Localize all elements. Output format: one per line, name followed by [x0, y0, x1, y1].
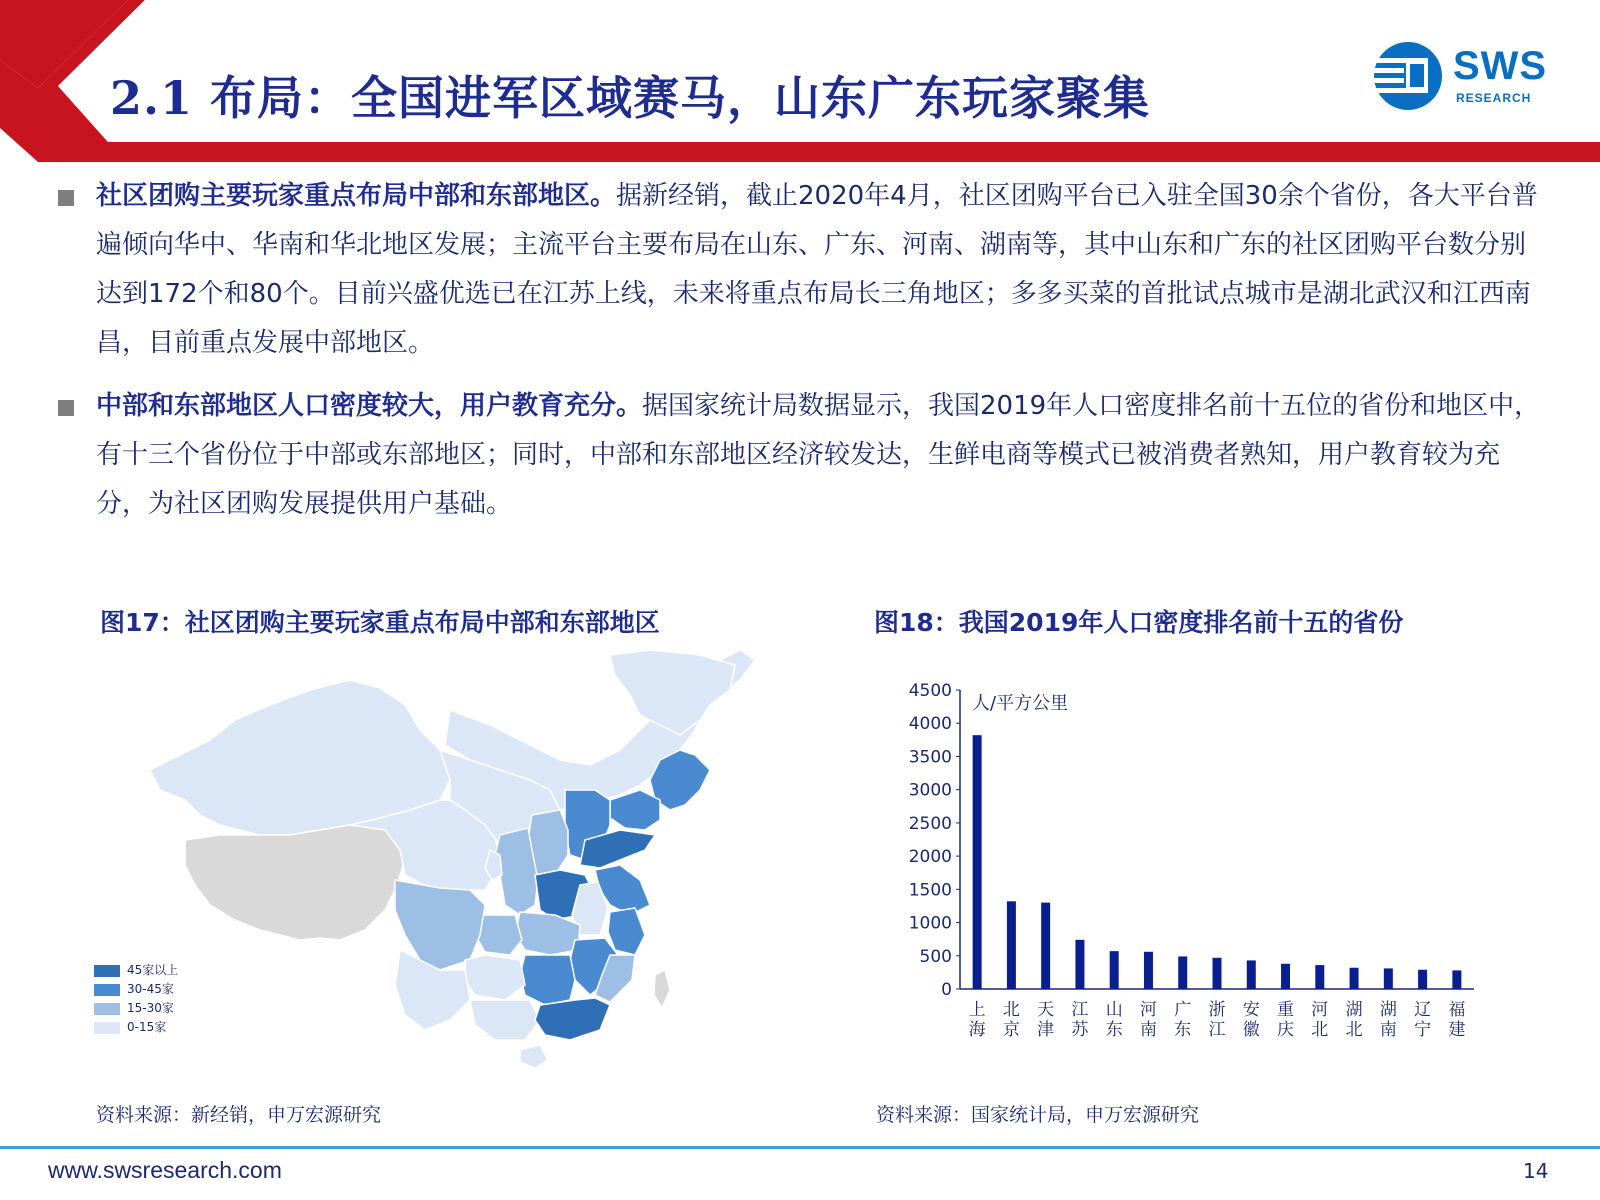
bullet-1 [96, 172, 1546, 368]
x-tick-char: 浙 [1208, 1000, 1226, 1020]
bar-河北 [1315, 965, 1324, 989]
figure17-source: 资料来源：新经销，申万宏源研究 [96, 1104, 382, 1126]
y-tick-label: 1500 [908, 880, 952, 901]
x-tick-char: 江 [1208, 1020, 1226, 1040]
x-tick-char: 东 [1105, 1020, 1123, 1040]
map-region-guangdong [535, 998, 610, 1040]
map-region-guizhou [465, 955, 525, 1000]
x-tick-char: 河 [1139, 1000, 1157, 1020]
bar-广东 [1178, 956, 1187, 989]
x-tick-char: 海 [968, 1020, 986, 1040]
bullet-square-icon [58, 400, 74, 416]
x-tick-char: 山 [1105, 1000, 1123, 1020]
x-tick-char: 河 [1311, 1000, 1329, 1020]
y-tick-label: 0 [941, 980, 952, 1000]
x-tick-char: 建 [1448, 1020, 1466, 1040]
x-tick-label [1140, 1000, 1157, 1040]
x-tick-char: 天 [1037, 1000, 1055, 1020]
x-tick-char: 津 [1037, 1020, 1055, 1040]
legend-item-1 [94, 961, 178, 979]
page-number: 14 [1523, 1159, 1549, 1183]
y-tick-label: 1000 [908, 913, 952, 934]
x-tick-char: 北 [1311, 1020, 1329, 1040]
x-tick-label [1380, 1000, 1397, 1040]
sws-globe-icon [1370, 38, 1450, 118]
y-axis-label: 人/平方公里 [972, 693, 1069, 714]
logo-subtext: RESEARCH [1456, 91, 1532, 105]
footer-divider [0, 1146, 1600, 1149]
x-tick-char: 辽 [1414, 1000, 1432, 1020]
map-region-hainan [520, 1045, 548, 1068]
x-tick-char: 东 [1174, 1020, 1192, 1040]
bar-福建 [1452, 970, 1461, 989]
bar-辽宁 [1418, 970, 1427, 989]
legend-swatch [94, 984, 120, 996]
bar-重庆 [1281, 964, 1290, 989]
figure18-title: 图18：我国2019年人口密度排名前十五的省份 [874, 608, 1404, 637]
figure18-source: 资料来源：国家统计局，申万宏源研究 [876, 1104, 1200, 1126]
x-tick-label [1243, 1000, 1260, 1040]
x-tick-char: 湖 [1379, 1000, 1397, 1020]
x-tick-label [969, 1000, 986, 1040]
bullet-2-bold: 中部和东部地区人口密度较大，用户教育充分。 [96, 391, 643, 421]
bar-河南 [1144, 952, 1153, 989]
legend-label: 15-30家 [127, 1001, 174, 1015]
legend-swatch [94, 965, 120, 977]
footer-url[interactable]: www.swsresearch.com [48, 1157, 282, 1183]
y-tick-label: 500 [919, 946, 952, 967]
y-tick-label: 3500 [908, 747, 952, 768]
y-tick-label: 3000 [908, 780, 952, 801]
bar-湖南 [1384, 968, 1393, 989]
x-tick-label [1106, 1000, 1123, 1040]
bar-山东 [1110, 951, 1119, 989]
bullet-2-text: 据国家统计局数据显示，我国2019年人口密度排名前十五位的省份和地区中，有十三个省份位于中部或东部地区；同时，中部和东部地区经济较发达，生鲜电商等模式已被消费者熟知，用户教育较为充分，为社区团购发展提供用户基础。 [96, 391, 1541, 519]
x-tick-char: 福 [1448, 1000, 1466, 1020]
map-region-taiwan [654, 970, 670, 1008]
x-tick-label [1174, 1000, 1191, 1040]
x-tick-label [1346, 1000, 1363, 1040]
sws-logo [1370, 38, 1570, 118]
x-tick-label [1037, 1000, 1054, 1040]
y-tick-label: 2500 [908, 813, 952, 834]
x-tick-char: 南 [1379, 1020, 1397, 1040]
figure17-title: 图17：社区团购主要玩家重点布局中部和东部地区 [100, 608, 660, 637]
bar-天津 [1041, 903, 1050, 989]
x-tick-label [1414, 1000, 1431, 1040]
legend-label: 0-15家 [127, 1020, 167, 1034]
x-tick-char: 庆 [1277, 1020, 1295, 1040]
x-tick-char: 徽 [1242, 1020, 1260, 1040]
x-tick-char: 重 [1277, 1000, 1295, 1020]
legend-swatch [94, 1022, 120, 1034]
legend-swatch [94, 1003, 120, 1015]
map-region-tibet [185, 820, 405, 940]
legend-label: 30-45家 [127, 982, 174, 996]
bar-北京 [1007, 901, 1016, 989]
y-tick-label: 2000 [908, 847, 952, 868]
bar-浙江 [1213, 958, 1222, 989]
map-region-guangxi [470, 1000, 540, 1040]
legend-item-2 [94, 980, 174, 998]
bullet-square-icon [58, 190, 74, 206]
bar-湖北 [1350, 968, 1359, 989]
x-tick-char: 广 [1174, 1000, 1192, 1020]
x-tick-label [1277, 1000, 1294, 1040]
x-tick-label [1448, 1000, 1465, 1040]
bullet-1-bold: 社区团购主要玩家重点布局中部和东部地区。 [96, 181, 617, 211]
x-tick-char: 苏 [1071, 1020, 1089, 1040]
china-map [140, 650, 760, 1100]
x-tick-label [1071, 1000, 1089, 1040]
x-tick-char: 南 [1139, 1020, 1157, 1040]
x-tick-char: 北 [1345, 1020, 1363, 1040]
x-tick-label [1003, 1000, 1020, 1040]
population-density-chart [880, 665, 1500, 1060]
page-title: 2.1 布局：全国进军区域赛马，山东广东玩家聚集 [110, 71, 1151, 125]
bar-江苏 [1075, 940, 1084, 989]
x-tick-char: 京 [1002, 1020, 1020, 1040]
map-region-hubei [515, 912, 580, 955]
x-tick-char: 湖 [1345, 1000, 1363, 1020]
bar-安徽 [1247, 960, 1256, 989]
y-tick-label: 4500 [908, 681, 952, 701]
x-tick-char: 宁 [1414, 1020, 1432, 1040]
x-tick-char: 江 [1071, 1000, 1089, 1020]
x-tick-label [1209, 1000, 1226, 1040]
logo-text: SWS [1453, 44, 1548, 88]
legend-label: 45家以上 [127, 963, 179, 977]
y-tick-label: 4000 [908, 714, 952, 735]
map-region-heilongjiang [610, 650, 735, 735]
x-tick-label [1311, 1000, 1328, 1040]
bullet-2 [96, 382, 1546, 529]
bullet-1-text: 据新经销，截止2020年4月，社区团购平台已入驻全国30余个省份，各大平台普遍倾向华中、华南和华北地区发展；主流平台主要布局在山东、广东、河南、湖南等，其中山东和广东的社区团购平台数分别达到172个和80个。目前兴盛优选已在江苏上线，未来将重点布局长三角地区；多多买菜的首批试点城市是湖北武汉和江西南昌，目前重点发展中部地区。 [96, 181, 1538, 358]
bar-上海 [973, 735, 982, 989]
x-tick-char: 上 [968, 1000, 986, 1020]
x-tick-char: 北 [1002, 1000, 1020, 1020]
map-region-hunan [520, 955, 575, 1005]
legend-item-3 [94, 999, 174, 1017]
x-tick-char: 安 [1242, 1000, 1260, 1020]
legend-item-4 [94, 1018, 166, 1036]
